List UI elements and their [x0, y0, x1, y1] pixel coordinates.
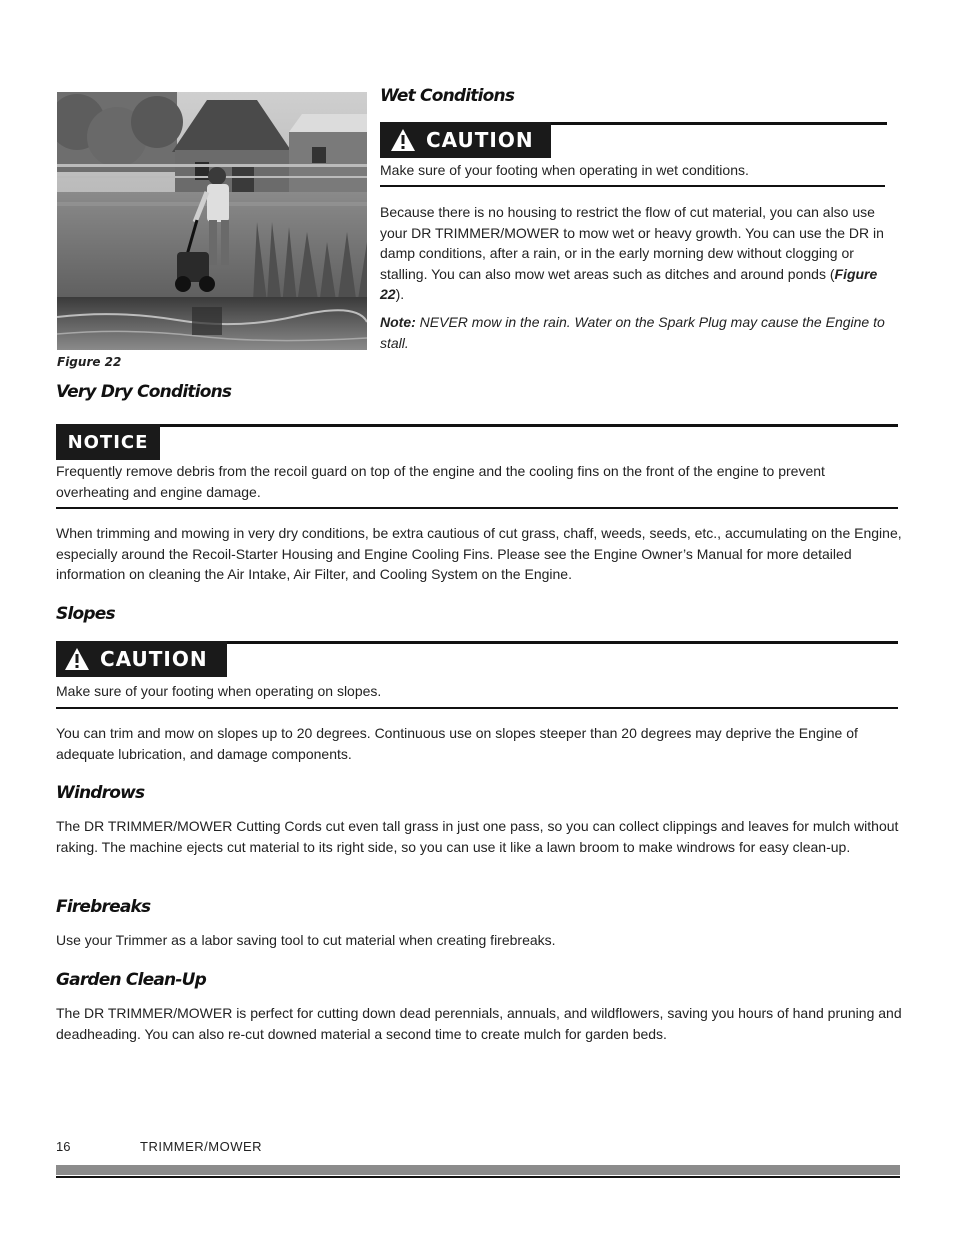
slopes-paragraph: You can trim and mow on slopes up to 20 degrees. Continuous use on slopes steeper than 20 degrees may deprive the Engine of adequate lubrication, and damage components. [56, 725, 858, 762]
figure-caption: Figure 22 [57, 355, 122, 369]
notice-top-rule [56, 424, 898, 427]
warning-triangle-icon [64, 647, 90, 671]
very-dry-paragraph: When trimming and mowing in very dry conditions, be extra cautious of cut grass, chaff, weeds, seeds, etc., accumulating on the Engine, especially around the Recoil-Starter Housing and Engine Cooling Fins. Please see the Engine Owner’s Manual for more detailed information on cleaning the Air Intake, Air Filter, and Cooling System on the Engine. [56, 525, 902, 582]
wet-paragraph [380, 202, 902, 305]
wet-caution-bottom-rule [380, 185, 885, 187]
footer-bar [56, 1165, 900, 1175]
slopes-heading: Slopes [56, 604, 115, 624]
wet-caution-text: Make sure of your footing when operating in wet conditions. [380, 162, 749, 178]
notice-label: NOTICE [67, 431, 149, 453]
mowing-photo-illustration [57, 92, 367, 350]
wet-caution-badge [380, 122, 551, 158]
firebreaks-heading: Firebreaks [56, 897, 151, 917]
page-number: 16 [56, 1139, 71, 1154]
firebreaks-paragraph: Use your Trimmer as a labor saving tool to cut material when creating firebreaks. [56, 932, 556, 948]
wet-caution-label: CAUTION [426, 128, 534, 152]
slopes-caution-bottom-rule [56, 707, 898, 709]
wet-paragraph-text-a: Because there is no housing to restrict the flow of cut material, you can also use your DR TRIMMER/MOWER to mow wet or heavy growth. You can use the DR in damp conditions, after a rain, or in the early morning dew without clogging or stalling. You can also mow wet areas such as ditches and around ponds ( [380, 204, 884, 282]
garden-cleanup-heading: Garden Clean-Up [56, 970, 206, 990]
windrows-paragraph: The DR TRIMMER/MOWER Cutting Cords cut even tall grass in just one pass, so you can collect clippings and leaves for mulch without raking. The machine ejects cut material to its right side, so you can use it like a lawn broom to make windrows for easy clean-up. [56, 818, 899, 855]
garden-cleanup-paragraph: The DR TRIMMER/MOWER is perfect for cutting down dead perennials, annuals, and wildflowers, saving you hours of hand pruning and deadheading. You can also re-cut downed material a second time to create mulch for garden beds. [56, 1005, 902, 1042]
notice-bottom-rule [56, 507, 898, 509]
slopes-caution-badge [56, 641, 227, 677]
notice-text: Frequently remove debris from the recoil guard on top of the engine and the cooling fins on the front of the engine to prevent overheating and engine damage. [56, 463, 825, 500]
footer-product-name: TRIMMER/MOWER [140, 1139, 263, 1154]
slopes-caution-label: CAUTION [100, 647, 208, 671]
wet-note-text: NEVER mow in the rain. Water on the Spark Plug may cause the Engine to stall. [380, 314, 885, 351]
wet-conditions-heading: Wet Conditions [380, 86, 515, 106]
warning-triangle-icon [390, 128, 416, 152]
very-dry-heading: Very Dry Conditions [56, 382, 232, 402]
wet-note-label: Note: [380, 314, 416, 330]
windrows-heading: Windrows [56, 783, 145, 803]
footer-rule [56, 1176, 900, 1178]
slopes-caution-text: Make sure of your footing when operating on slopes. [56, 683, 382, 699]
wet-paragraph-text-b: ). [395, 286, 405, 302]
figure-22-photo [57, 92, 367, 350]
wet-note [380, 312, 900, 353]
notice-badge [56, 424, 160, 460]
wet-figure-ref: Figure 22 [380, 265, 878, 302]
